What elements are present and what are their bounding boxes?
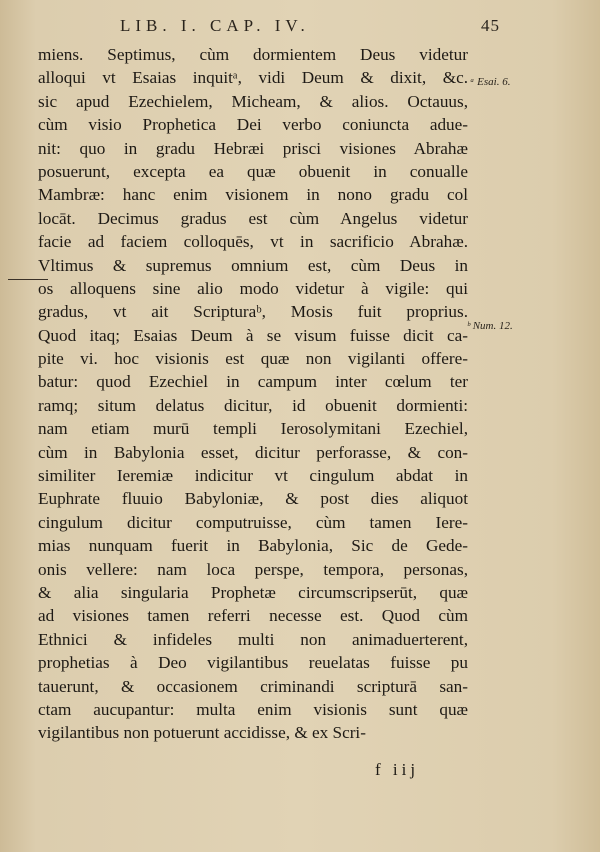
text-line: prophetias à Deo vigilantibus reuelatas fuisse pu: [38, 653, 468, 673]
text-line: Ethnici & infideles multi non animaduerterent,: [38, 629, 468, 649]
text-line: Mambræ: hanc enim visionem in nono gradu col: [38, 185, 468, 205]
text-line: nam etiam murū templi Ierosolymitani Ezechiel,: [38, 419, 468, 439]
text-line: mias nunquam fuerit in Babylonia, Sic de Gede-: [38, 536, 468, 556]
text-line: ad visiones tamen referri necesse est. Quod cùm: [38, 606, 468, 626]
body-text: [38, 43, 468, 745]
text-line: os alloquens sine alio modo videtur à vigile: qui: [38, 278, 468, 298]
text-line: Vltimus & supremus omnium est, cùm Deus in: [38, 255, 468, 275]
text-line: posuerunt, excepta ea quæ obuenit in conualle: [38, 161, 468, 181]
running-title: LIB. I. CAP. IV.: [120, 16, 310, 35]
text-line: Quod itaq; Esaias Deum à se visum fuisse dicit ca-: [38, 325, 468, 345]
text-line: locāt. Decimus gradus est cùm Angelus videtur: [38, 208, 468, 228]
margin-note-num: ᵇ Num. 12.: [467, 320, 513, 332]
text-line: miens. Septimus, cùm dormientem Deus videtur: [38, 45, 468, 64]
text-line: batur: quod Ezechiel in campum inter cœlum ter: [38, 372, 468, 392]
text-line: sic apud Ezechielem, Micheam, & alios. Octauus,: [38, 91, 468, 111]
text-line: similiter Ieremiæ indicitur vt cingulum abdat in: [38, 466, 468, 486]
text-line: cùm visio Prophetica Dei verbo coniuncta adue-: [38, 115, 468, 135]
text-line: alloqui vt Esaias inquitᵃ, vidi Deum & dixit, &c.: [38, 68, 468, 88]
text-line: cùm in Babylonia esset, dicitur perforasse, & con-: [38, 442, 468, 462]
text-line: vigilantibus non potuerunt accidisse, & ex Scri-: [38, 723, 366, 743]
text-line: & alia singularia Prophetæ circumscripserūt, quæ: [38, 582, 468, 602]
text-line: nit: quo in gradu Hebræi prisci visiones Abrahæ: [38, 138, 468, 158]
text-line: gradus, vt ait Scripturaᵇ, Mosis fuit proprius.: [38, 302, 468, 322]
text-line: Euphrate fluuio Babyloniæ, & post dies aliquot: [38, 489, 468, 509]
text-line: cingulum dicitur computruisse, cùm tamen Iere-: [38, 512, 468, 532]
signature-mark: f iij: [375, 760, 420, 779]
page-header: [100, 16, 500, 42]
text-line: ramq; situm delatus dicitur, id obuenit dormienti:: [38, 395, 468, 415]
margin-note-esai: ᵃ Esai. 6.: [470, 76, 511, 88]
text-line: pite vi. hoc visionis est quæ non vigilanti offere-: [38, 349, 468, 369]
text-line: onis vellere: nam loca perspe, tempora, personas,: [38, 559, 468, 579]
page-number: 45: [481, 16, 500, 35]
text-line: facie ad faciem colloquēs, vt in sacrificio Abrahæ.: [38, 232, 468, 252]
text-line: ctam aucupantur: multa enim visionis sunt quæ: [38, 699, 468, 719]
text-line: tauerunt, & occasionem criminandi scripturā san-: [38, 676, 468, 696]
